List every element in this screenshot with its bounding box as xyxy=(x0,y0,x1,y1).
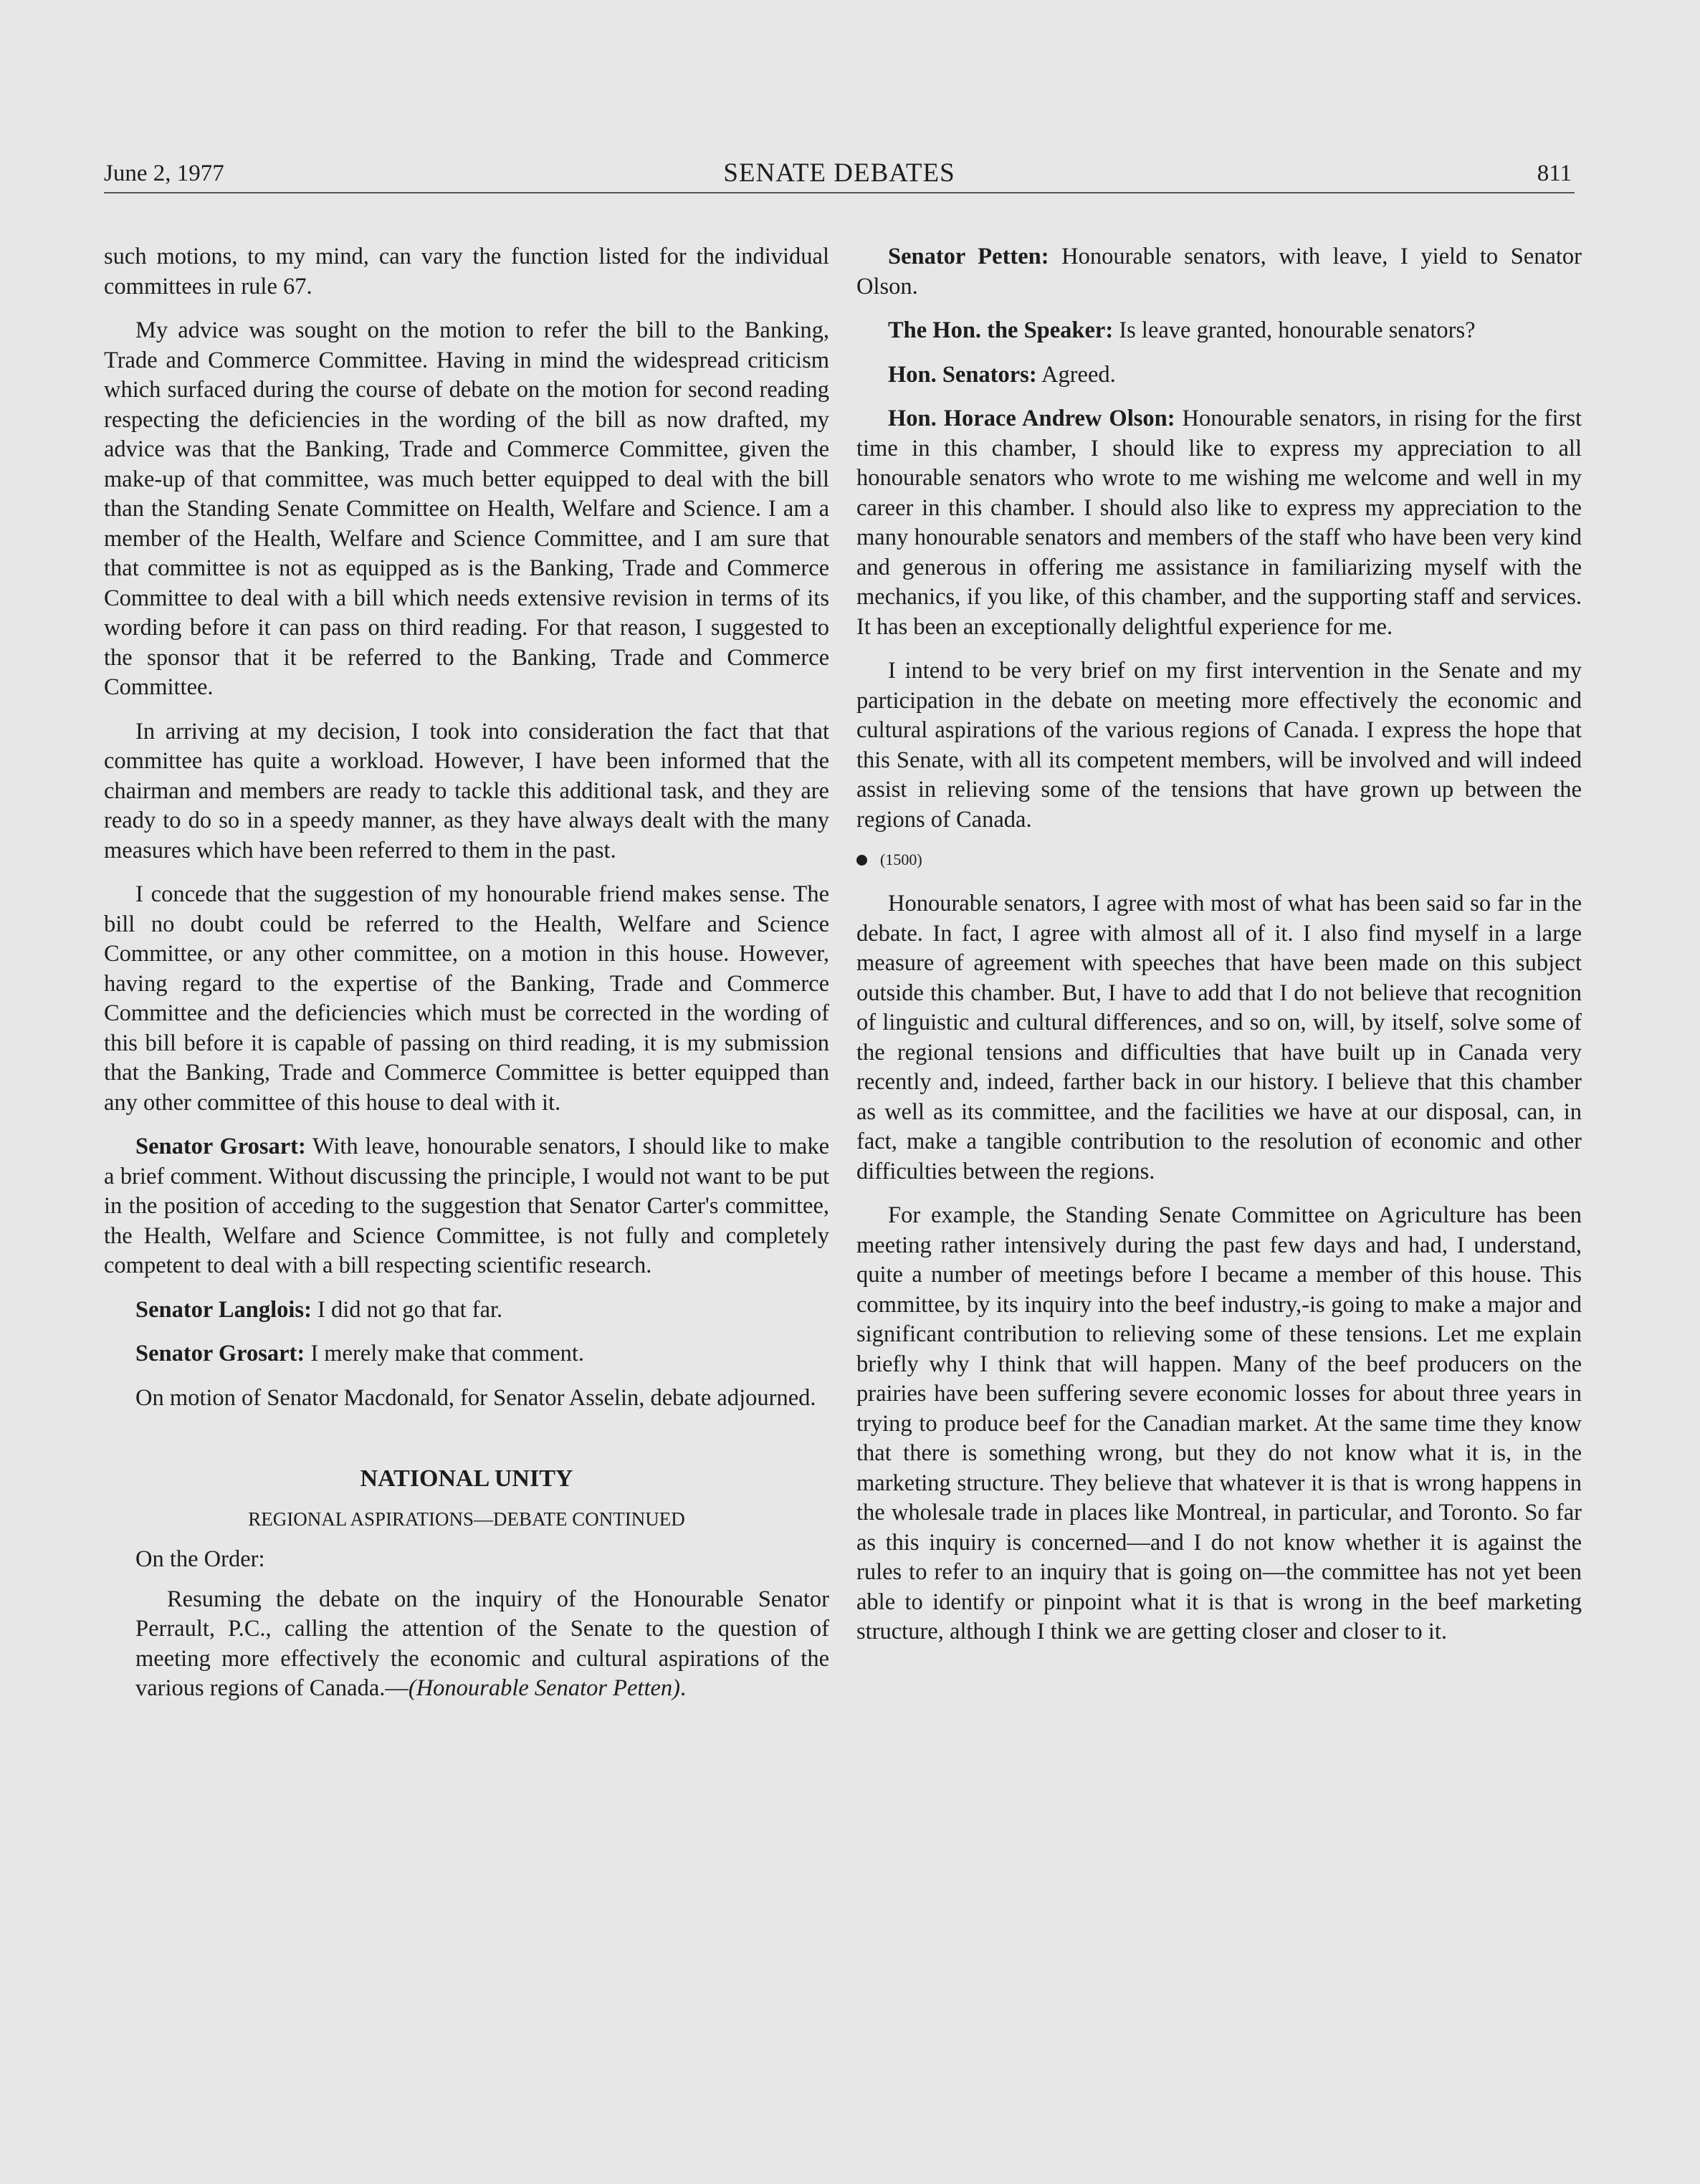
speech-text: I merely make that comment. xyxy=(305,1341,585,1366)
speech xyxy=(104,1295,829,1326)
speaker-name: Hon. Horace Andrew Olson: xyxy=(888,406,1175,431)
speech xyxy=(104,1132,829,1281)
order-text xyxy=(135,1585,829,1704)
paragraph: On motion of Senator Macdonald, for Senator Asselin, debate adjourned. xyxy=(135,1384,816,1411)
header-title: SENATE DEBATES xyxy=(723,158,955,188)
right-column xyxy=(856,242,1582,1662)
paragraph: My advice was sought on the motion to refer the bill to the Banking, Trade and Commerce Committee. Having in mind the widespread criticism which surfaced during the course of debate on the motion for second reading respecting the deficiencies in the wording of the bill as now drafted, my advice was that the Banking, Trade and Commerce Committee, given the make-up of that committee, was much better equipped to deal with the bill than the Standing Senate Committee on Health, Welfare and Science. I am a member of the Health, Welfare and Science Committee, and I am sure that that committee is not as equipped as is the Banking, Trade and Commerce Committee to deal with a bill which needs extensive revision in terms of its wording before it can pass on third reading. For that reason, I suggested to the sponsor that it be referred to the Banking, Trade and Commerce Committee. xyxy=(104,317,829,700)
page-header xyxy=(104,156,1575,193)
page-number: 811 xyxy=(1537,161,1572,186)
speech-text: Agreed. xyxy=(1036,361,1116,388)
header-date: June 2, 1977 xyxy=(104,161,224,186)
speaker-name: Senator Grosart: xyxy=(135,1134,306,1159)
bullet-dot-icon xyxy=(856,855,867,866)
section-heading: NATIONAL UNITY xyxy=(360,1465,573,1492)
speaker-name: Senator Petten: xyxy=(888,244,1049,269)
time-marker-text: (1500) xyxy=(880,851,922,868)
paragraph: For example, the Standing Senate Committee on Agriculture has been meeting rather intensively during the past few days and had, I understand, quite a number of meetings before I became a member of this house. This committee, by its inquiry into the beef industry,-is going to make a major and significant contribution to relieving some of these tensions. Let me explain briefly why I think that will happen. Many of the beef producers on the prairies have been suffering severe economic losses for about three years in trying to produce beef for the Canadian market. At the same time they know that there is something wrong, but they do not know what it is, in the marketing structure. They believe that whatever it is that is wrong happens in the wholesale trade in places like Montreal, in particular, and Toronto. So far as this inquiry is concerned—and I do not know whether it is against the rules to refer to an inquiry that is going on—the committee has not yet been able to identify or pinpoint what it is that is wrong in the beef marketing structure, although I think we are getting closer and closer to it. xyxy=(856,1202,1582,1644)
speech xyxy=(104,1339,829,1369)
speech-text: With leave, honourable senators, I should like to make a brief comment. Without discussing the principle, I would not want to be put in the position of acceding to the suggestion that Senator Carter's committee, the Health, Welfare and Science Committee, is not fully and completely competent to deal with a bill respecting scientific research. xyxy=(104,1134,830,1278)
speech-text: I did not go that far. xyxy=(311,1296,503,1323)
order-text-end: . xyxy=(679,1675,687,1701)
speech-text: Is leave granted, honourable senators? xyxy=(1113,317,1476,343)
paragraph: In arriving at my decision, I took into consideration the fact that that committee has quite a workload. However, I have been informed that the chairman and members are ready to tackle this additional task, and they are ready to do so in a speedy manner, as they have always dealt with the many measures which have been referred to them in the past. xyxy=(104,718,829,863)
speaker-name: The Hon. the Speaker: xyxy=(888,317,1114,343)
speech xyxy=(856,242,1582,302)
left-column xyxy=(104,242,829,1717)
section-subheading: REGIONAL ASPIRATIONS—DEBATE CONTINUED xyxy=(248,1508,685,1530)
speech-text: Honourable senators, with leave, I yield to Senator Olson. xyxy=(856,244,1582,300)
speech xyxy=(856,316,1582,346)
speaker-name: Senator Grosart: xyxy=(135,1341,305,1366)
speech xyxy=(856,360,1582,391)
paragraph: I concede that the suggestion of my honourable friend makes sense. The bill no doubt could be referred to the Health, Welfare and Science Committee, or any other committee, on a motion in this house. However, having regard to the expertise of the Banking, Trade and Commerce Committee and the deficiencies which must be corrected in the wording of this bill before it is capable of passing on third reading, it is my submission that the Banking, Trade and Commerce Committee is better equipped than any other committee of this house to deal with it. xyxy=(104,881,829,1116)
order-text-italic: (Honourable Senator Petten) xyxy=(408,1675,680,1701)
paragraph: Honourable senators, I agree with most of what has been said so far in the debate. In fact, I agree with almost all of it. I also find myself in a large measure of agreement with speeches that have been made on this subject outside this chamber. But, I have to add that I do not believe that recognition of linguistic and cultural differences, and so on, will, by itself, solve some of the regional tensions and difficulties that have built up in Canada very recently and, indeed, farther back in our history. I believe that this chamber as well as its committee, and the facilities we have at our disposal, can, in fact, make a tangible contribution to the resolution of economic and other difficulties between the regions. xyxy=(856,891,1582,1184)
time-marker xyxy=(856,849,1582,871)
paragraph: such motions, to my mind, can vary the function listed for the individual committees in rule 67. xyxy=(104,244,829,300)
speech xyxy=(856,404,1582,642)
order-line: On the Order: xyxy=(135,1546,265,1572)
speaker-name: Senator Langlois: xyxy=(135,1296,312,1323)
paragraph: I intend to be very brief on my first intervention in the Senate and my participation in the debate on meeting more effectively the economic and cultural aspirations of the various regions of Canada. I express the hope that this Senate, with all its competent members, will be involved and will indeed assist in relieving some of the tensions that have grown up between the regions of Canada. xyxy=(856,658,1582,833)
speech-text: Honourable senators, in rising for the first time in this chamber, I should like to express my appreciation to all honourable senators who wrote to me wishing me welcome and well in my career in this chamber. I should also like to express my appreciation to the many honourable senators and members of the staff who have been very kind and generous in offering me assistance in familiarizing myself with the mechanics, if you like, of this chamber, and the supporting staff and services. It has been an exceptionally delightful experience for me. xyxy=(856,406,1582,640)
order-text-body: Resuming the debate on the inquiry of the Honourable Senator Perrault, P.C., calling the attention of the Senate to the question of meeting more effectively the economic and cultural aspirations of the various regions of Canada.— xyxy=(135,1586,829,1701)
speaker-name: Hon. Senators: xyxy=(888,361,1037,388)
